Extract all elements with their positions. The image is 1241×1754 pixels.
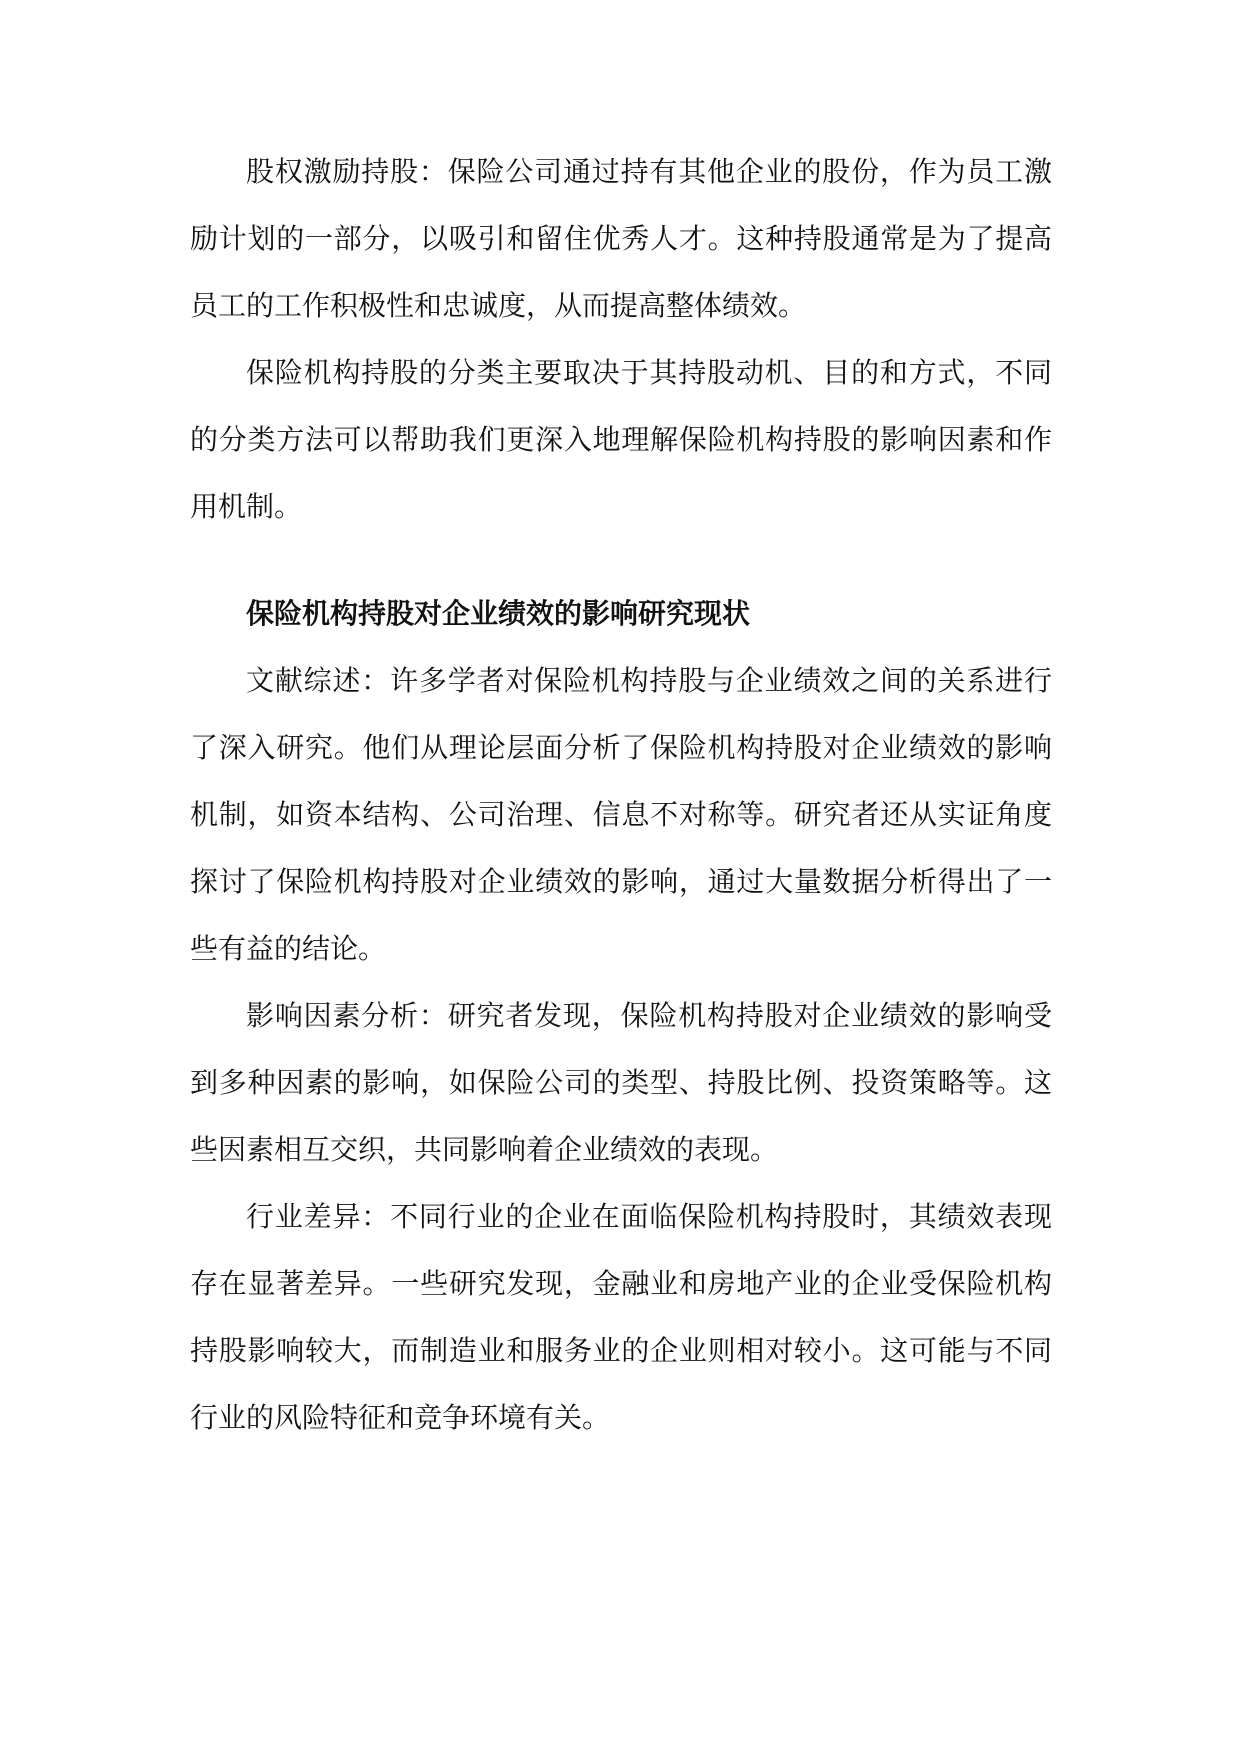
paragraph-literature-review: 文献综述：许多学者对保险机构持股与企业绩效之间的关系进行了深入研究。他们从理论层面分析了保险机构持股对企业绩效的影响机制，如资本结构、公司治理、信息不对称等。研究者还从实证角度探讨了保险机构持股对企业绩效的影响，通过大量数据分析得出了一些有益的结论。 bbox=[190, 664, 1052, 965]
paragraph-industry-differences: 行业差异：不同行业的企业在面临保险机构持股时，其绩效表现存在显著差异。一些研究发现，金融业和房地产业的企业受保险机构持股影响较大，而制造业和服务业的企业则相对较小。这可能与不同行业的风险特征和竞争环境有关。 bbox=[190, 1200, 1052, 1434]
paragraph-equity-incentive: 股权激励持股：保险公司通过持有其他企业的股份，作为员工激励计划的一部分，以吸引和留住优秀人才。这种持股通常是为了提高员工的工作积极性和忠诚度，从而提高整体绩效。 bbox=[190, 155, 1052, 322]
paragraph-classification-summary: 保险机构持股的分类主要取决于其持股动机、目的和方式，不同的分类方法可以帮助我们更深入地理解保险机构持股的影响因素和作用机制。 bbox=[190, 356, 1052, 523]
paragraph-factor-analysis: 影响因素分析：研究者发现，保险机构持股对企业绩效的影响受到多种因素的影响，如保险公司的类型、持股比例、投资策略等。这些因素相互交织，共同影响着企业绩效的表现。 bbox=[190, 999, 1052, 1166]
section-heading: 保险机构持股对企业绩效的影响研究现状 bbox=[246, 597, 751, 630]
document-body bbox=[190, 138, 1052, 1451]
